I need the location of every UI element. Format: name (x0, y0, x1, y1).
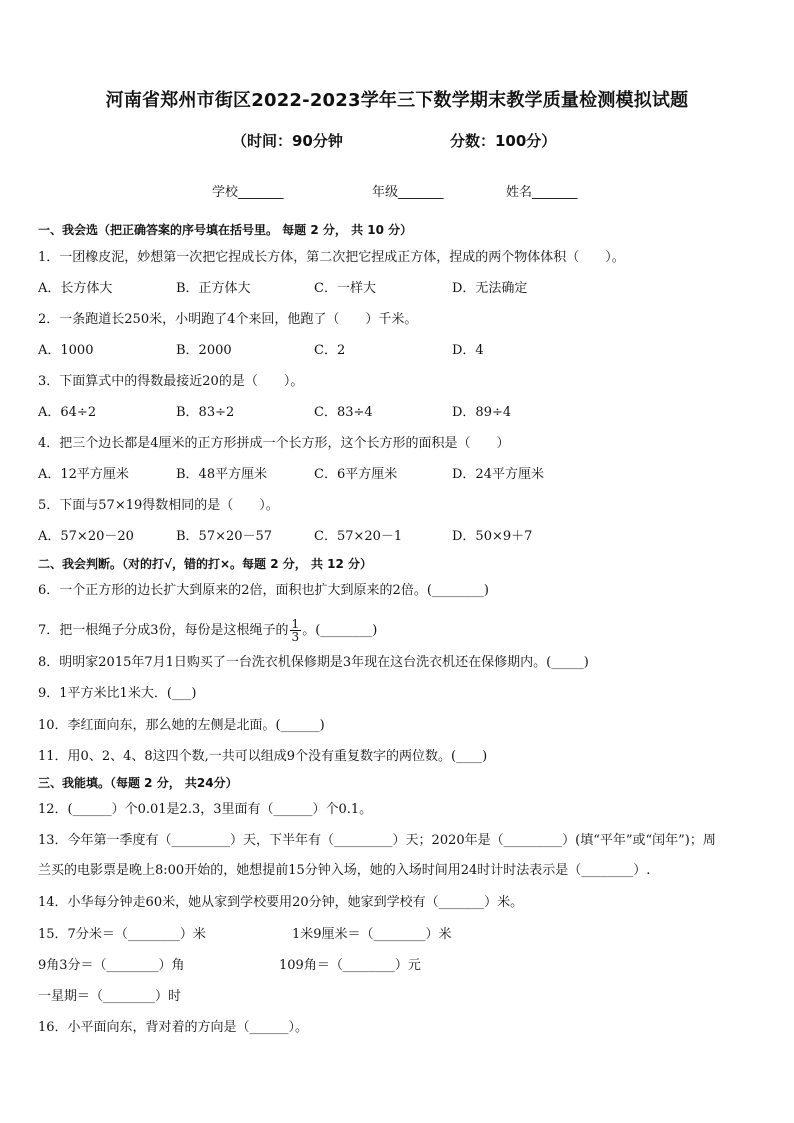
q3-option-c: C．83÷4 (314, 405, 373, 420)
q1-option-a: A．长方体大 (38, 281, 113, 296)
grade-field (372, 181, 444, 200)
section-1-heading: 一、我会选（把正确答案的序号填在括号里。 每题 2 分， 共 10 分） (38, 223, 413, 237)
q5-option-c: C．57×20－1 (314, 529, 403, 544)
q4-option-a: A．12平方厘米 (38, 467, 129, 482)
q7-text: 7．把一根绳子分成3份，每份是这根绳子的 (38, 623, 289, 638)
school-label: 学校 (212, 185, 239, 200)
one-third-fraction (290, 618, 302, 643)
question-15-c: 9角3分＝（________）角 (38, 958, 185, 973)
question-16: 16．小平面向东，背对着的方向是（______）。 (38, 1020, 309, 1035)
question-15-d: 109角＝（________）元 (279, 958, 421, 973)
question-13-line-2: 兰买的电影票是晚上8:00开始的，她想提前15分钟入场，她的入场时间用24时计时法表示是（________）. (38, 863, 651, 878)
question-9: 9．1平方米比1米大．(___) (38, 686, 197, 701)
question-15-a: 15．7分米＝（________）米 (38, 927, 206, 942)
exam-title: 河南省郑州市街区2022-2023学年三下数学期末教学质量检测模拟试题 (105, 90, 689, 111)
question-5: 5．下面与57×19得数相同的是（ ）。 (38, 498, 279, 513)
q5-option-d: D．50×9＋7 (452, 529, 533, 544)
q4-option-b: B．48平方厘米 (176, 467, 268, 482)
question-15-e: 一星期＝（________）时 (38, 989, 182, 1004)
q2-option-a: A．1000 (38, 343, 94, 358)
question-7 (38, 618, 377, 643)
grade-label: 年级 (372, 185, 399, 200)
q1-option-c: C．一样大 (314, 281, 376, 296)
exam-time: （时间：90分钟 (232, 132, 343, 150)
q4-option-d: D．24平方厘米 (452, 467, 544, 482)
question-4: 4．把三个边长都是4厘米的正方形拼成一个长方形，这个长方形的面积是（ ） (38, 436, 510, 451)
name-label: 姓名 (506, 185, 533, 200)
question-10: 10．李红面向东，那么她的左侧是北面。(______) (38, 718, 325, 733)
question-8: 8．明明家2015年7月1日购买了一台洗衣机保修期是3年现在这台洗衣机还在保修期内。(_____) (38, 655, 589, 670)
question-12: 12．(______）个0.01是2.3，3里面有（______）个0.1。 (38, 802, 373, 817)
question-14: 14．小华每分钟走60米，她从家到学校要用20分钟，她家到学校有（_______）米。 (38, 895, 524, 910)
q1-option-d: D．无法确定 (452, 281, 528, 296)
section-3-heading: 三、我能填。（每题 2 分， 共24分） (38, 776, 238, 790)
q2-option-d: D．4 (452, 343, 484, 358)
school-field (212, 181, 284, 200)
fraction-numerator: 1 (291, 617, 300, 631)
question-1: 1．一团橡皮泥，妙想第一次把它捏成长方体，第二次把它捏成正方体，捏成的两个物体体积（ ）。 (38, 250, 625, 265)
question-2: 2．一条跑道长250米，小明跑了4个来回，他跑了（ ）千米。 (38, 312, 418, 327)
name-blank: _______ (532, 185, 578, 200)
q5-option-b: B．57×20－57 (176, 529, 273, 544)
q4-option-c: C．6平方厘米 (314, 467, 398, 482)
school-blank: _______ (238, 185, 284, 200)
q3-option-b: B．83÷2 (176, 405, 235, 420)
q3-option-a: A．64÷2 (38, 405, 97, 420)
fraction-denominator: 3 (291, 630, 300, 644)
question-3: 3．下面算式中的得数最接近20的是（ ）。 (38, 374, 304, 389)
grade-blank: _______ (398, 185, 444, 200)
question-13-line-1: 13．今年第一季度有（_________）天，下半年有（_________）天；2020年是（_________）(填“平年”或“闰年”)；周 (38, 833, 716, 848)
q2-option-b: B．2000 (176, 343, 232, 358)
q1-option-b: B．正方体大 (176, 281, 251, 296)
name-field (506, 181, 578, 200)
question-6: 6．一个正方形的边长扩大到原来的2倍，面积也扩大到原来的2倍。(________) (38, 583, 489, 598)
q7-answer-blank: 。(________) (302, 623, 378, 638)
q2-option-c: C．2 (314, 343, 346, 358)
question-15-b: 1米9厘米＝（________）米 (292, 927, 452, 942)
exam-score: 分数：100分） (450, 132, 557, 150)
q5-option-a: A．57×20－20 (38, 529, 134, 544)
question-11: 11．用0、2、4、8这四个数,一共可以组成9个没有重复数字的两位数。(____) (38, 749, 488, 764)
section-2-heading: 二、我会判断。（对的打√，错的打×。每题 2 分， 共 12 分） (38, 557, 372, 571)
q3-option-d: D．89÷4 (452, 405, 512, 420)
